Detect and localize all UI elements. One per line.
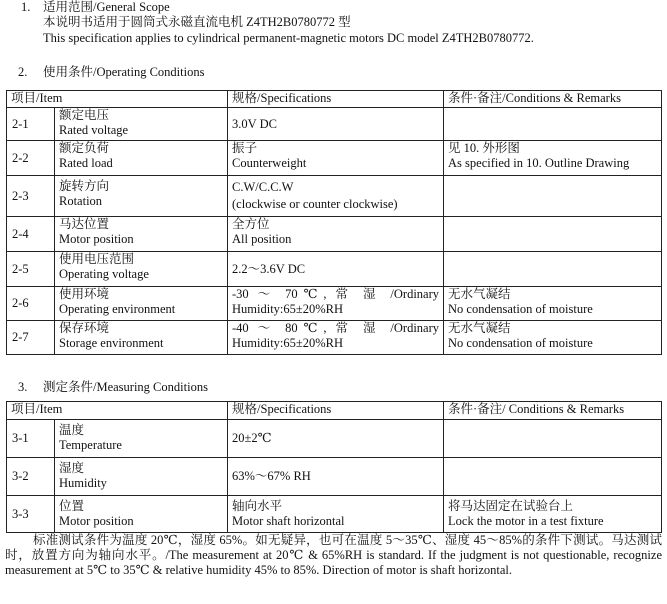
row-remarks [444, 176, 662, 217]
row-remark-en: As specified in 10. Outline Drawing [448, 155, 630, 170]
row-name-cn: 额定电压 [59, 108, 110, 122]
section2-heading: 使用条件/Operating Conditions [43, 65, 205, 79]
row-spec-humidity: Humidity:65±20%RH [232, 335, 344, 350]
row-id: 2-5 [7, 252, 55, 287]
row-spec-note: (clockwise or counter clockwise) [232, 197, 398, 211]
table-row [7, 321, 662, 355]
row-remark-en: Lock the motor in a test fixture [448, 513, 604, 528]
table-row [7, 496, 662, 533]
row-name-cn: 马达位置 [59, 217, 110, 231]
section3-heading: 测定条件/Measuring Conditions [43, 380, 208, 394]
row-remark-cn: 无水气凝结 [448, 287, 511, 301]
row-name-cn: 湿度 [59, 461, 85, 475]
section1-number: 1. [21, 0, 31, 14]
row-name-en: Rated voltage [59, 122, 129, 137]
header-item: 项目/Item [7, 91, 228, 108]
table-header-row [7, 91, 662, 108]
operating-conditions-table [6, 90, 662, 355]
table-header-row [7, 402, 662, 420]
row-name-en: Operating voltage [59, 266, 149, 281]
row-remarks [444, 217, 662, 252]
row-name-cn: 旋转方向 [59, 179, 110, 193]
row-remark-en: No condensation of moisture [448, 335, 593, 350]
row-spec: 3.0V DC [232, 116, 277, 131]
header-specifications: 规格/Specifications [228, 91, 444, 108]
row-spec: 63%～67% RH [232, 469, 311, 484]
row-remark-en: No condensation of moisture [448, 301, 593, 316]
table-row [7, 287, 662, 321]
row-id: 2-2 [7, 141, 55, 176]
table-row [7, 420, 662, 458]
measurement-note: 标准测试条件为温度 20℃，湿度 65%。如无疑异，也可在温度 5～35℃、湿度 45～85%的条件下测试。马达测试时，放置方向为轴向水平。/The measurement at 20℃ & 65%RH is standard. If the judgment is not questionable, recognize measurement at 5℃ to 35℃ & relative humidity 45% to 85%. Direction of motor is shaft horizontal. [5, 533, 662, 577]
table-row [7, 176, 662, 217]
row-spec-cn: 全方位 [232, 217, 270, 231]
table-row [7, 217, 662, 252]
row-spec-cn: 振子 [232, 141, 258, 155]
row-remarks [444, 108, 662, 141]
section3-number: 3. [18, 380, 28, 394]
row-spec: C.W/C.C.W [232, 180, 294, 194]
row-remark-cn: 无水气凝结 [448, 321, 511, 335]
row-name-cn: 使用电压范围 [59, 252, 135, 266]
row-id: 3-3 [7, 496, 55, 533]
header-specifications: 规格/Specifications [228, 402, 444, 420]
table-row [7, 458, 662, 496]
row-remarks [444, 252, 662, 287]
row-spec: 2.2～3.6V DC [232, 261, 306, 276]
header-remarks: 条件·备注/ Conditions & Remarks [444, 402, 662, 420]
row-name-en: Storage environment [59, 335, 164, 350]
row-name-cn: 额定负荷 [59, 141, 110, 155]
row-id: 2-4 [7, 217, 55, 252]
row-remark-cn: 见 10. 外形图 [448, 141, 520, 155]
row-name-en: Operating environment [59, 301, 176, 316]
row-name-en: Rotation [59, 193, 103, 208]
row-spec-range: -30 ～ 70℃, 常 湿 /Ordinary [232, 287, 440, 301]
row-name-cn: 温度 [59, 423, 85, 437]
row-spec-range: -40 ～ 80℃, 常 湿 /Ordinary [232, 321, 440, 335]
row-spec-humidity: Humidity:65±20%RH [232, 301, 344, 316]
row-spec: 20±2℃ [232, 431, 272, 446]
row-name-cn: 位置 [59, 499, 85, 513]
row-spec-en: All position [232, 231, 292, 246]
header-item: 项目/Item [7, 402, 228, 420]
row-remarks [444, 458, 662, 496]
row-name-en: Motor position [59, 513, 134, 528]
section1-line-en: This specification applies to cylindrical permanent-magnetic motors DC model Z4TH2B0780772. [43, 31, 534, 45]
row-spec-en: Motor shaft horizontal [232, 513, 345, 528]
section1-heading: 适用范围/General Scope [43, 0, 170, 14]
measuring-conditions-table [6, 401, 662, 533]
section1-line-cn: 本说明书适用于圆筒式永磁直流电机 Z4TH2B0780772 型 [43, 15, 351, 29]
row-id: 2-3 [7, 176, 55, 217]
row-remark-cn: 将马达固定在试验台上 [448, 499, 574, 513]
row-name-en: Motor position [59, 231, 134, 246]
row-name-cn: 使用环境 [59, 287, 110, 301]
row-remarks [444, 420, 662, 458]
row-name-en: Temperature [59, 437, 122, 452]
row-id: 2-6 [7, 287, 55, 321]
table-row [7, 252, 662, 287]
row-id: 3-1 [7, 420, 55, 458]
section2-number: 2. [18, 65, 28, 79]
row-id: 3-2 [7, 458, 55, 496]
row-name-cn: 保存环境 [59, 321, 110, 335]
row-id: 2-1 [7, 108, 55, 141]
table-row [7, 141, 662, 176]
row-name-en: Rated load [59, 155, 113, 170]
row-spec-cn: 轴向水平 [232, 499, 283, 513]
header-remarks: 条件·备注/Conditions & Remarks [444, 91, 662, 108]
row-spec-en: Counterweight [232, 155, 307, 170]
row-id: 2-7 [7, 321, 55, 355]
table-row [7, 108, 662, 141]
row-name-en: Humidity [59, 475, 107, 490]
